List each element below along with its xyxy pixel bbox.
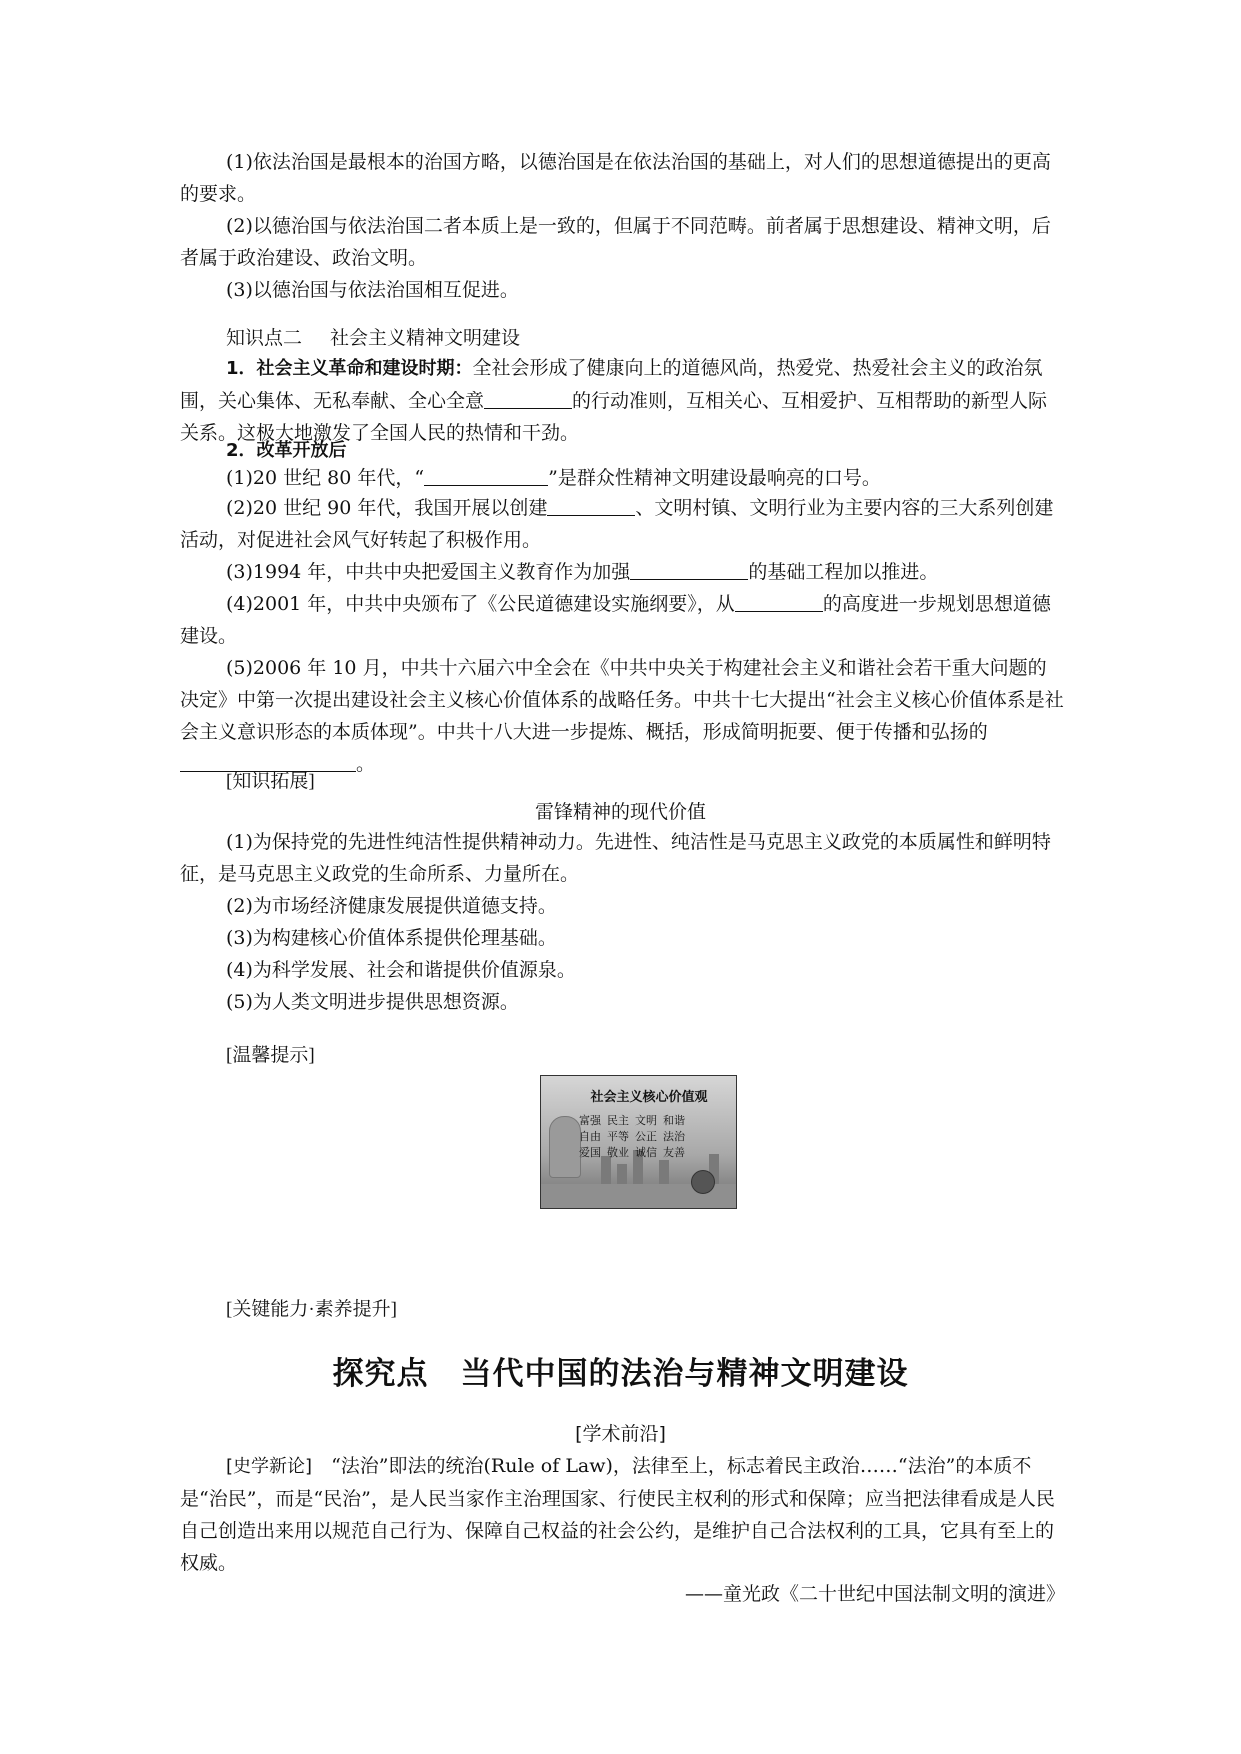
quote-tag: [史学新论] (226, 1456, 313, 1477)
hammer-sickle-sculpture-icon (549, 1116, 581, 1178)
item1-text-b: 的行动准则，互相关心、互相爱护、互相帮助的新型人际关系。这极大地激发了全国人民的热情和干劲。 (180, 390, 1048, 444)
reform-item-3 (226, 556, 938, 588)
academic-frontier-label: [学术前沿] (575, 1423, 666, 1445)
expand-label: [知识拓展] (226, 771, 315, 792)
poster-row-1: 富强 民主 文明 和谐 (579, 1114, 685, 1127)
party-emblem-icon (691, 1170, 715, 1194)
quote-source: ——童光政《二十世纪中国法制文明的演进》 (684, 1583, 1065, 1605)
quote-paragraph (180, 1450, 1065, 1579)
fill-blank-3[interactable] (547, 493, 635, 516)
intro-paragraph-2: (2)以德治国与依法治国二者本质上是一致的，但属于不同范畴。前者属于思想建设、精神文明，后者属于政治建设、政治文明。 (180, 215, 1051, 269)
key-label: [关键能力·素养提升] (226, 1299, 397, 1320)
reform-item-4-a: (4)2001 年，中共中央颁布了《公民道德建设实施纲要》，从 (226, 593, 735, 615)
expand-paragraph-4: (4)为科学发展、社会和谐提供价值源泉。 (226, 959, 576, 981)
item2-label: 2．改革开放后 (226, 440, 347, 461)
expand-paragraph-2: (2)为市场经济健康发展提供道德支持。 (226, 895, 557, 917)
poster-title: 社会主义核心价值观 (590, 1090, 708, 1105)
reform-item-3-a: (3)1994 年，中共中央把爱国主义教育作为加强 (226, 561, 631, 583)
reform-item-2 (180, 492, 1065, 556)
inquiry-title: 探究点 当代中国的法治与精神文明建设 (332, 1356, 909, 1392)
fill-blank-4[interactable] (630, 557, 748, 580)
fill-blank-1[interactable] (484, 386, 572, 409)
reform-item-3-b: 的基础工程加以推进。 (748, 561, 939, 583)
expand-title: 雷锋精神的现代价值 (534, 801, 706, 823)
core-values-poster (540, 1075, 737, 1209)
reform-item-4 (180, 588, 1065, 652)
reform-item-2-a: (2)20 世纪 90 年代，我国开展以创建 (226, 497, 548, 519)
item1-label: 1．社会主义革命和建设时期： (226, 358, 473, 379)
reform-item-2-b: 、文明村镇、文明行业为主要内容的三大系列创建活动，对促进社会风气好转起了积极作用。 (180, 497, 1054, 551)
reform-item-1 (226, 462, 881, 494)
quote-text: “法治”即法的统治(Rule of Law)，法律至上，标志着民主政治……“法治”的本质不是“治民”，而是“民治”，是人民当家作主治理国家、行使民主权利的形式和保障；应当把法律看成是人民自己创造出来用以规范自己行为、保障自己权益的社会公约，是维护自己合法权利的工具，它具有至上的权威。 (180, 1455, 1055, 1574)
fill-blank-2[interactable] (424, 463, 548, 486)
section-title: 社会主义精神文明建设 (330, 327, 521, 349)
reform-item-5-a: (5)2006 年 10 月，中共十六届六中全会在《中共中央关于构建社会主义和谐社会若干重大问题的决定》中第一次提出建设社会主义核心价值体系的战略任务。中共十七大提出“社会主义核心价值体系是社会主义意识形态的本质体现”。中共十八大进一步提炼、概括，形成简明扼要、便于传播和弘扬的 (180, 657, 1064, 743)
section-heading (226, 322, 520, 354)
reform-item-5-b: 。 (356, 753, 376, 775)
expand-paragraph-1: (1)为保持党的先进性纯洁性提供精神动力。先进性、纯洁性是马克思主义政党的本质属性和鲜明特征，是马克思主义政党的生命所系、力量所在。 (180, 831, 1051, 885)
section-number: 知识点二 (226, 327, 303, 349)
reform-item-1-a: (1)20 世纪 80 年代，“ (226, 467, 425, 489)
poster-row-3: 爱国 敬业 诚信 友善 (579, 1146, 685, 1159)
reform-item-1-b: ”是群众性精神文明建设最响亮的口号。 (548, 467, 881, 489)
intro-paragraph-1: (1)依法治国是最根本的治国方略，以德治国是在依法治国的基础上，对人们的思想道德提出的更高的要求。 (180, 151, 1051, 205)
reform-item-5 (180, 652, 1065, 780)
item1-text-a: 全社会形成了健康向上的道德风尚，热爱党、热爱社会主义的政治氛围，关心集体、无私奉献、全心全意 (180, 357, 1043, 412)
reform-item-4-b: 的高度进一步规划思想道德建设。 (180, 593, 1051, 647)
expand-paragraph-5: (5)为人类文明进步提供思想资源。 (226, 991, 519, 1013)
tip-label: [温馨提示] (226, 1045, 315, 1066)
expand-paragraph-3: (3)为构建核心价值体系提供伦理基础。 (226, 927, 557, 949)
intro-paragraph-3: (3)以德治国与依法治国相互促进。 (226, 279, 519, 301)
fill-blank-5[interactable] (735, 589, 823, 612)
poster-row-2: 自由 平等 公正 法治 (579, 1130, 685, 1143)
